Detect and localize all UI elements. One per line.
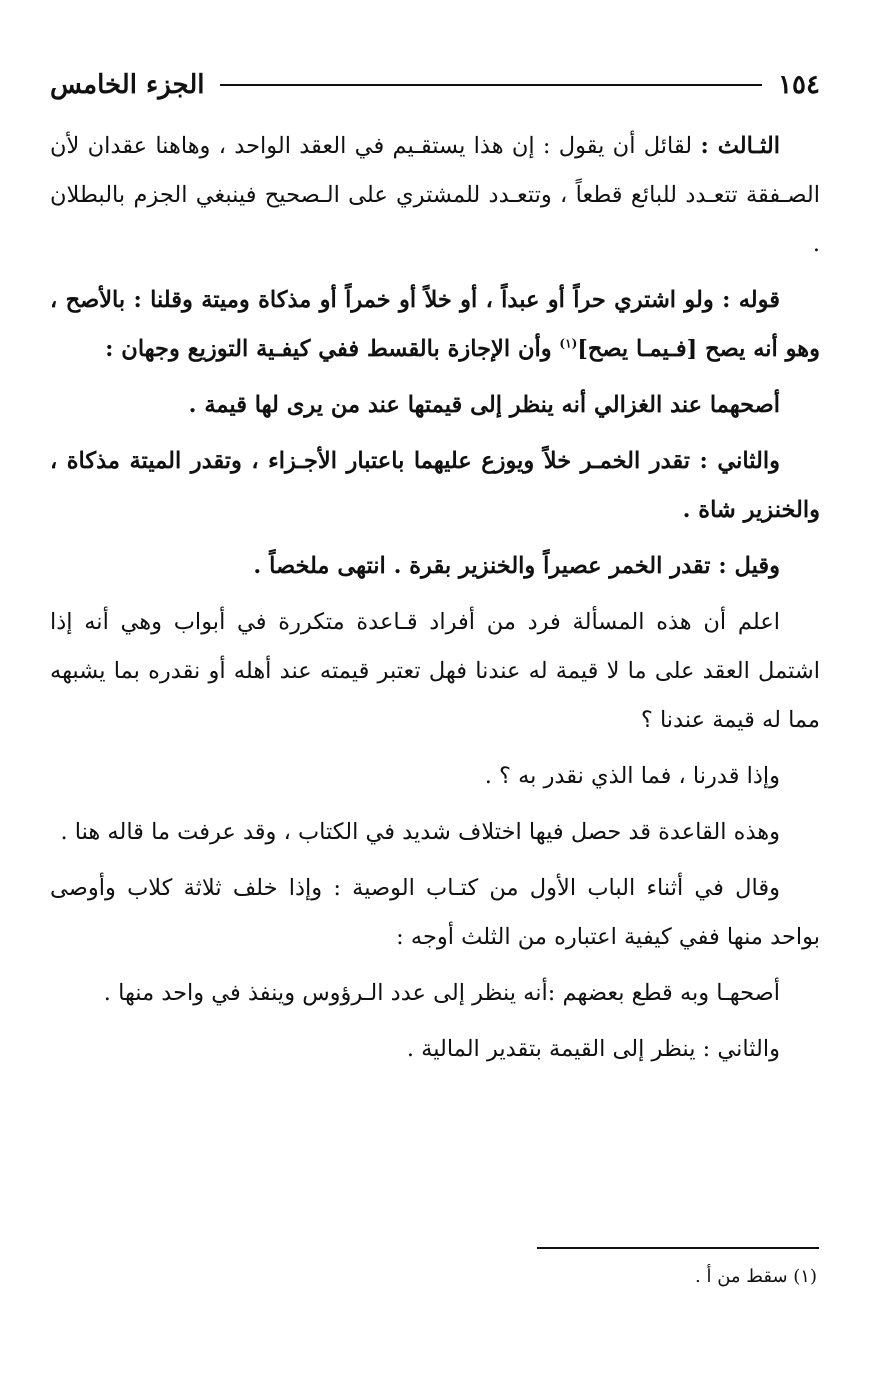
paragraph-lead: الثـالث :: [700, 133, 781, 159]
paragraph-text: لقائل أن يقول : إن هذا يستقـيم في العقد الواحد ، وهاهنا عقدان لأن الصـفقة تتعـدد للبائع قطعاً ، وتتعـدد للمشتري على الـصحيح فينبغي الجزم بالبطلان .: [50, 133, 820, 257]
footnote-separator: [537, 1247, 819, 1249]
paragraph-second-view: والثاني : ينظر إلى القيمة بتقدير المالية .: [406, 1036, 780, 1062]
paragraph-third-point: [50, 122, 820, 269]
page-number: ١٥٤: [778, 70, 820, 100]
footnote: (١) سقط من أ .: [695, 1266, 817, 1287]
book-page: [50, 60, 820, 1074]
paragraph-disagreement: وهذه القاعدة قد حصل فيها اختلاف شديد في الكتاب ، وقد عرفت ما قاله هنا .: [60, 819, 780, 845]
paragraph-question: وإذا قدرنا ، فما الذي نقدر به ؟ .: [484, 763, 780, 789]
page-header: [50, 60, 820, 110]
paragraph-rule: اعلم أن هذه المسألة فرد من أفراد قـاعدة متكررة في أبواب وهي أنه إذا اشتمل العقد على ما لا قيمة له عندنا فهل تعتبر قيمته عند أهله أو نقدره بما يشبهه مما له قيمة عندنا ؟: [50, 609, 820, 733]
paragraph-first-opinion: أصحهما عند الغزالي أنه ينظر إلى قيمتها عند من يرى لها قيمة .: [188, 392, 780, 418]
footnote-reference: (١): [559, 336, 578, 351]
paragraph-other-opinion: وقيل : تقدر الخمر عصيراً والخنزير بقرة . انتهى ملخصاً .: [253, 553, 780, 579]
paragraph-quote: [50, 276, 820, 374]
paragraph-text: وأن الإجازة بالقسط ففي كيفـية التوزيع وجهان :: [105, 336, 560, 362]
running-title: الجزء الخامس: [50, 70, 205, 100]
paragraph-will-chapter: وقال في أثناء الباب الأول من كتـاب الوصية : وإذا خلف ثلاثة كلاب وأوصى بواحد منها ففي كيفية اعتباره من الثلث أوجه :: [50, 875, 820, 950]
paragraph-text: قوله : ولو اشتري حراً أو عبداً ، أو خلاً أو خمراً أو مذكاة وميتة وقلنا : بالأصح ، وهو أنه يصح [فـيمـا يصح]: [50, 287, 820, 362]
paragraph-most-correct: أصحهـا وبه قطع بعضهم :أنه ينظر إلى عدد الـرؤوس وينفذ في واحد منها .: [103, 980, 780, 1006]
paragraph-second-opinion: والثاني : تقدر الخمـر خلاً ويوزع عليهما باعتبار الأجـزاء ، وتقدر الميتة مذكاة ، والخنزير شاة .: [50, 448, 820, 523]
header-rule: [220, 84, 762, 86]
